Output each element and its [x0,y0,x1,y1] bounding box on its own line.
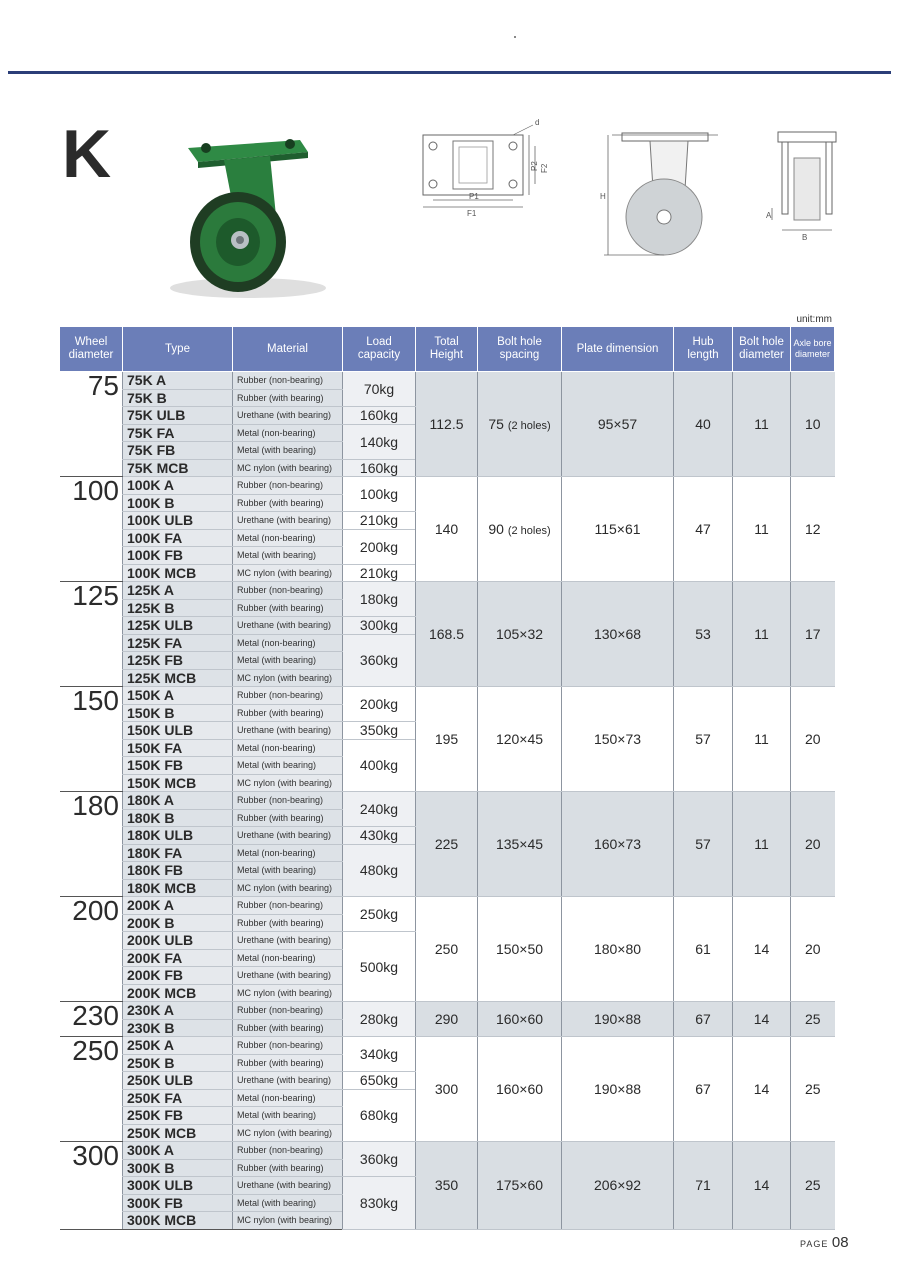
material-cell: Rubber (non-bearing) [233,372,343,390]
axle-bore-diameter: 20 [791,687,835,792]
wheel-group [60,582,835,687]
load-capacity: 200kg [343,687,416,722]
type-cell: 75K ULB [123,407,233,425]
table-row [60,372,835,390]
wheel-group [60,1037,835,1142]
type-cell: 180K ULB [123,827,233,845]
material-cell: Metal (with bearing) [233,547,343,565]
material-cell: Rubber (non-bearing) [233,897,343,915]
type-cell: 230K B [123,1019,233,1037]
total-height: 140 [416,477,478,582]
col-bolt-hole-diameter: Bolt hole diameter [733,327,791,372]
type-cell: 125K A [123,582,233,600]
bolt-hole-diameter: 11 [733,687,791,792]
type-cell: 300K B [123,1159,233,1177]
type-cell: 150K FA [123,739,233,757]
axle-bore-diameter: 12 [791,477,835,582]
type-cell: 100K A [123,477,233,495]
table-row [60,1002,835,1020]
type-cell: 180K FB [123,862,233,880]
axle-bore-diameter: 25 [791,1142,835,1230]
type-cell: 100K FB [123,547,233,565]
type-cell: 200K MCB [123,984,233,1002]
load-capacity: 250kg [343,897,416,932]
type-cell: 150K A [123,687,233,705]
material-cell: MC nylon (with bearing) [233,669,343,687]
bolt-hole-spacing [478,372,562,477]
axle-bore-diameter: 20 [791,897,835,1002]
type-cell: 75K MCB [123,459,233,477]
material-cell: MC nylon (with bearing) [233,984,343,1002]
material-cell: Rubber (with bearing) [233,1054,343,1072]
hub-length: 71 [674,1142,733,1230]
material-cell: Metal (non-bearing) [233,634,343,652]
load-capacity: 430kg [343,827,416,845]
bolt-spacing-value: 135×45 [495,836,544,852]
top-view-drawing [405,115,565,225]
header-rule [8,71,891,74]
col-plate-dimension: Plate dimension [562,327,674,372]
type-cell: 200K FB [123,967,233,985]
material-cell: Metal (non-bearing) [233,844,343,862]
type-cell: 250K ULB [123,1072,233,1090]
material-cell: Rubber (with bearing) [233,494,343,512]
bolt-spacing-value: 120×45 [495,731,544,747]
table-row [60,477,835,495]
type-cell: 300K MCB [123,1212,233,1230]
type-cell: 200K B [123,914,233,932]
type-cell: 250K B [123,1054,233,1072]
material-cell: Rubber (with bearing) [233,809,343,827]
decor-dot [514,36,516,38]
material-cell: Metal (non-bearing) [233,1089,343,1107]
plate-dimension: 115×61 [562,477,674,582]
material-cell: MC nylon (with bearing) [233,459,343,477]
type-cell: 75K FA [123,424,233,442]
total-height: 112.5 [416,372,478,477]
type-cell: 100K MCB [123,564,233,582]
label-b: B [802,233,808,242]
page-label: PAGE [800,1239,829,1249]
bolt-hole-diameter: 11 [733,372,791,477]
hub-length: 67 [674,1002,733,1037]
wheel-diameter: 75 [60,372,123,477]
bolt-hole-spacing [478,1037,562,1142]
label-d: d [535,118,540,127]
wheel-diameter: 150 [60,687,123,792]
hub-length: 61 [674,897,733,1002]
plate-dimension: 190×88 [562,1037,674,1142]
load-capacity: 160kg [343,407,416,425]
material-cell: Rubber (non-bearing) [233,792,343,810]
bolt-spacing-value: 150×50 [495,941,544,957]
unit-label: unit:mm [796,314,832,325]
hub-length: 53 [674,582,733,687]
type-cell: 150K B [123,704,233,722]
material-cell: Rubber (non-bearing) [233,1002,343,1020]
bolt-hole-spacing [478,687,562,792]
total-height: 195 [416,687,478,792]
type-cell: 75K B [123,389,233,407]
wheel-group [60,372,835,477]
material-cell: MC nylon (with bearing) [233,879,343,897]
hub-length: 57 [674,792,733,897]
material-cell: Metal (with bearing) [233,1107,343,1125]
axle-bore-diameter: 10 [791,372,835,477]
table-row [60,1142,835,1160]
type-cell: 230K A [123,1002,233,1020]
wheel-group [60,1002,835,1037]
bolt-spacing-value: 160×60 [495,1081,544,1097]
load-capacity: 400kg [343,739,416,792]
bolt-spacing-note: (2 holes) [507,420,551,432]
load-capacity: 280kg [343,1002,416,1037]
load-capacity: 180kg [343,582,416,617]
bolt-hole-spacing [478,582,562,687]
type-cell: 300K FB [123,1194,233,1212]
total-height: 300 [416,1037,478,1142]
table-row [60,1037,835,1055]
side-view-drawing [590,125,750,270]
wheel-group [60,687,835,792]
type-cell: 250K FB [123,1107,233,1125]
load-capacity: 680kg [343,1089,416,1142]
bolt-hole-diameter: 11 [733,792,791,897]
type-cell: 125K ULB [123,617,233,635]
type-cell: 250K FA [123,1089,233,1107]
wheel-group [60,897,835,1002]
table-row [60,792,835,810]
material-cell: Rubber (with bearing) [233,389,343,407]
type-cell: 180K A [123,792,233,810]
table-row [60,582,835,600]
caster-photo [140,130,370,300]
material-cell: Rubber (non-bearing) [233,582,343,600]
material-cell: Urethane (with bearing) [233,722,343,740]
label-a: A [766,211,772,220]
col-hub-length: Hub length [674,327,733,372]
material-cell: Urethane (with bearing) [233,407,343,425]
total-height: 225 [416,792,478,897]
material-cell: Urethane (with bearing) [233,967,343,985]
plate-dimension: 130×68 [562,582,674,687]
type-cell: 100K B [123,494,233,512]
page-number [800,1234,849,1251]
type-cell: 180K B [123,809,233,827]
col-wheel-diameter: Wheel diameter [60,327,123,372]
type-cell: 150K MCB [123,774,233,792]
bolt-hole-diameter: 14 [733,1002,791,1037]
type-cell: 125K FA [123,634,233,652]
total-height: 250 [416,897,478,1002]
bolt-spacing-value: 90 [488,521,504,537]
col-axle-bore-diameter: Axle bore diameter [791,327,835,372]
hub-length: 57 [674,687,733,792]
table-row [60,897,835,915]
hub-length: 40 [674,372,733,477]
type-cell: 100K ULB [123,512,233,530]
plate-dimension: 160×73 [562,792,674,897]
material-cell: Metal (with bearing) [233,1194,343,1212]
type-cell: 300K A [123,1142,233,1160]
type-cell: 125K MCB [123,669,233,687]
total-height: 168.5 [416,582,478,687]
plate-dimension: 190×88 [562,1002,674,1037]
material-cell: Rubber (non-bearing) [233,687,343,705]
material-cell: Urethane (with bearing) [233,512,343,530]
wheel-group [60,477,835,582]
bolt-hole-spacing [478,1002,562,1037]
material-cell: MC nylon (with bearing) [233,1212,343,1230]
type-cell: 100K FA [123,529,233,547]
hub-length: 47 [674,477,733,582]
plate-dimension: 180×80 [562,897,674,1002]
material-cell: Rubber (with bearing) [233,1019,343,1037]
bolt-hole-diameter: 14 [733,1037,791,1142]
type-cell: 125K FB [123,652,233,670]
axle-bore-diameter: 25 [791,1037,835,1142]
total-height: 350 [416,1142,478,1230]
page-number-value: 08 [831,1234,849,1251]
load-capacity: 240kg [343,792,416,827]
type-cell: 200K ULB [123,932,233,950]
label-p1: P1 [469,192,479,201]
load-capacity: 650kg [343,1072,416,1090]
material-cell: Rubber (with bearing) [233,704,343,722]
axle-bore-diameter: 20 [791,792,835,897]
bolt-spacing-value: 175×60 [495,1177,544,1194]
load-capacity: 200kg [343,529,416,564]
wheel-diameter: 230 [60,1002,123,1037]
type-cell: 180K MCB [123,879,233,897]
type-cell: 250K MCB [123,1124,233,1142]
axle-bore-diameter: 17 [791,582,835,687]
total-height: 290 [416,1002,478,1037]
label-h: H [600,192,606,201]
material-cell: Urethane (with bearing) [233,1072,343,1090]
wheel-diameter: 100 [60,477,123,582]
material-cell: Metal (non-bearing) [233,739,343,757]
wheel-diameter: 300 [60,1142,123,1230]
plate-dimension: 150×73 [562,687,674,792]
material-cell: Metal (with bearing) [233,757,343,775]
load-capacity: 100kg [343,477,416,512]
spec-table [59,326,835,1230]
material-cell: MC nylon (with bearing) [233,564,343,582]
wheel-diameter: 200 [60,897,123,1002]
load-capacity: 480kg [343,844,416,897]
bolt-hole-diameter: 11 [733,477,791,582]
col-material: Material [233,327,343,372]
material-cell: Metal (with bearing) [233,652,343,670]
material-cell: Metal (non-bearing) [233,529,343,547]
front-view-drawing [760,128,850,248]
material-cell: MC nylon (with bearing) [233,1124,343,1142]
load-capacity: 140kg [343,424,416,459]
material-cell: Rubber (with bearing) [233,914,343,932]
type-cell: 180K FA [123,844,233,862]
material-cell: Urethane (with bearing) [233,932,343,950]
type-cell: 200K FA [123,949,233,967]
bolt-hole-spacing [478,792,562,897]
material-cell: Urethane (with bearing) [233,617,343,635]
wheel-diameter: 180 [60,792,123,897]
bolt-hole-diameter: 14 [733,897,791,1002]
material-cell: MC nylon (with bearing) [233,774,343,792]
plate-dimension: 95×57 [562,372,674,477]
material-cell: Rubber (non-bearing) [233,1037,343,1055]
load-capacity: 70kg [343,372,416,407]
material-cell: Metal (with bearing) [233,442,343,460]
material-cell: Urethane (with bearing) [233,827,343,845]
wheel-group [60,1142,835,1230]
type-cell: 300K ULB [123,1177,233,1195]
material-cell: Metal (non-bearing) [233,949,343,967]
type-cell: 200K A [123,897,233,915]
bolt-spacing-value: 105×32 [495,626,544,642]
col-type: Type [123,327,233,372]
material-cell: Metal (with bearing) [233,862,343,880]
col-load-capacity: Load capacity [343,327,416,372]
table-row [60,687,835,705]
material-cell: Rubber (with bearing) [233,1159,343,1177]
axle-bore-diameter: 25 [791,1002,835,1037]
hub-length: 67 [674,1037,733,1142]
bolt-hole-spacing [478,1142,562,1230]
col-total-height: Total Height [416,327,478,372]
bolt-hole-spacing [478,477,562,582]
material-cell: Urethane (with bearing) [233,1177,343,1195]
type-cell: 125K B [123,599,233,617]
load-capacity: 360kg [343,634,416,687]
header-row [60,327,835,372]
type-cell: 150K FB [123,757,233,775]
material-cell: Rubber (non-bearing) [233,1142,343,1160]
load-capacity: 500kg [343,932,416,1002]
wheel-group [60,792,835,897]
load-capacity: 340kg [343,1037,416,1072]
load-capacity: 360kg [343,1142,416,1177]
type-cell: 250K A [123,1037,233,1055]
label-p2: P2 [530,161,539,171]
wheel-diameter: 250 [60,1037,123,1142]
material-cell: Metal (non-bearing) [233,424,343,442]
series-letter: K [62,116,112,192]
label-f1: F1 [467,209,477,218]
bolt-spacing-note: (2 holes) [507,525,551,537]
bolt-spacing-value: 160×60 [495,1011,544,1027]
load-capacity: 830kg [343,1177,416,1230]
bolt-hole-diameter: 11 [733,582,791,687]
label-f2: F2 [540,163,549,173]
type-cell: 75K A [123,372,233,390]
load-capacity: 350kg [343,722,416,740]
material-cell: Rubber (non-bearing) [233,477,343,495]
col-bolt-hole-spacing: Bolt hole spacing [478,327,562,372]
bolt-hole-diameter: 14 [733,1142,791,1230]
type-cell: 150K ULB [123,722,233,740]
type-cell: 75K FB [123,442,233,460]
load-capacity: 300kg [343,617,416,635]
bolt-spacing-value: 75 [488,416,504,432]
load-capacity: 210kg [343,564,416,582]
plate-dimension: 206×92 [562,1142,674,1230]
wheel-diameter: 125 [60,582,123,687]
load-capacity: 210kg [343,512,416,530]
material-cell: Rubber (with bearing) [233,599,343,617]
load-capacity: 160kg [343,459,416,477]
bolt-hole-spacing [478,897,562,1002]
